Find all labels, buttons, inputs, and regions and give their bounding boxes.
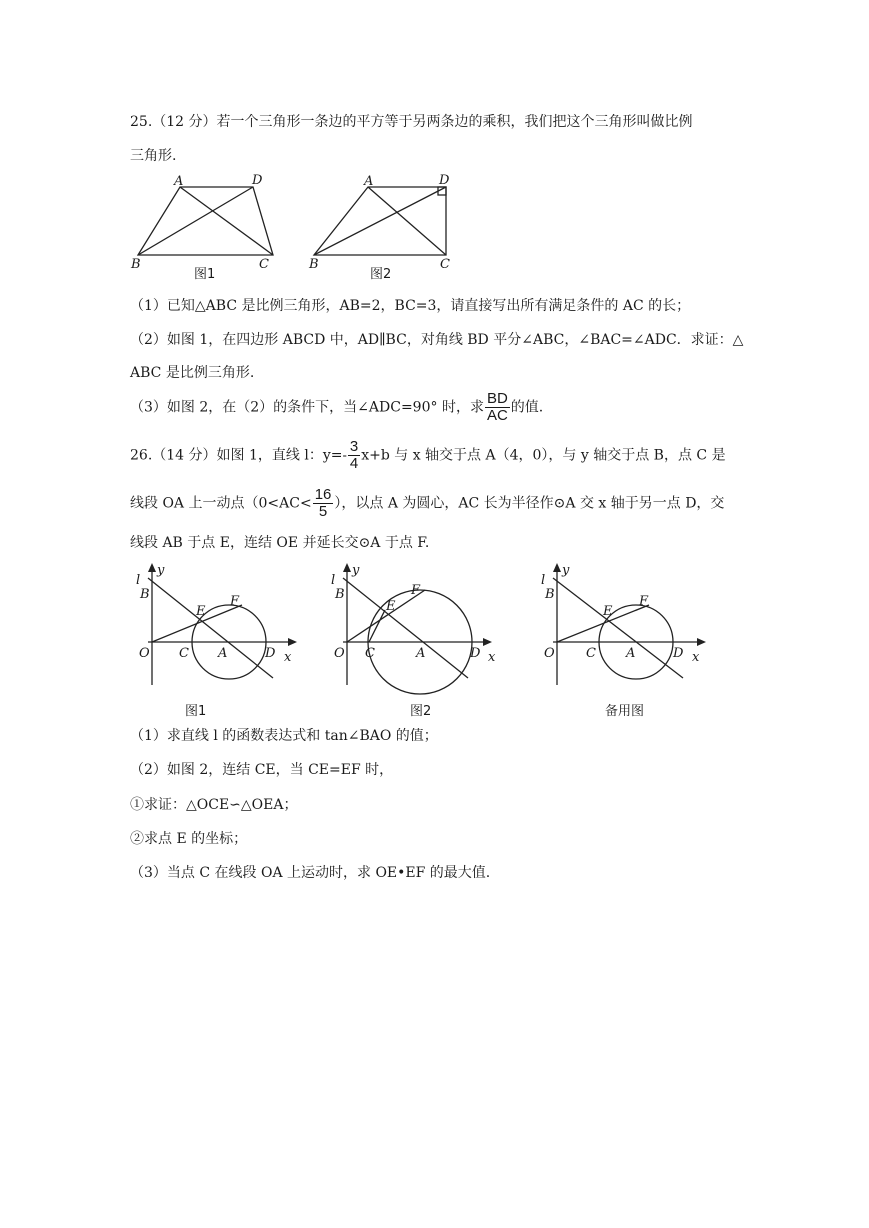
q26-figure-1 [130,560,305,720]
q25-part2-a: （2）如图 1，在四边形 ABCD 中，AD∥BC，对角线 BD 平分∠ABC，∠BAC=∠ADC．求证：△ [130,332,744,348]
q26-part2-i: ①求证：△OCE∽△OEA； [130,797,298,813]
caption-fig1: 图1 [185,704,207,719]
label-d: D [439,173,450,188]
q26-line1-post: x+b 与 x 轴交于点 A（4，0），与 y 轴交于点 B，点 C 是 [361,447,726,464]
y-arrow [343,563,351,572]
label-c: C [179,646,189,661]
label-e: E [196,604,206,619]
caption-fig2: 图2 [410,704,432,719]
fraction-num: 16 [314,486,332,503]
fraction-3-4 [348,439,360,472]
q26-line2-post: ），以点 A 为圆心，AC 长为半径作⊙A 交 x 轴于另一点 D，交 [334,495,725,512]
label-b: B [131,257,141,272]
q25-part3 [130,391,543,424]
line-l [553,578,683,678]
label-f: F [639,594,649,609]
diag-bd-1 [138,187,253,255]
q26-line1 [130,439,726,472]
fraction-bd-ac [485,391,510,424]
label-a: A [626,646,636,661]
label-c: C [586,646,596,661]
fraction-num: BD [486,390,508,407]
line-l [148,578,273,678]
q25-figure-1 [128,170,288,285]
label-d: D [673,646,684,661]
label-y: y [157,563,165,578]
caption-fig2: 图2 [370,267,392,282]
q25-part3-pre: （3）如图 2，在（2）的条件下，当∠ADC=90° 时，求 [130,399,484,416]
label-l: l [136,573,141,588]
q26-line3: 线段 AB 于点 E，连结 OE 并延长交⊙A 于点 F. [130,535,430,551]
y-arrow [148,563,156,572]
caption-fig1: 图1 [194,267,216,282]
y-arrow [553,563,561,572]
label-y: y [352,563,360,578]
q26-line2-pre: 线段 OA 上一动点（0<AC< [130,495,312,512]
label-f: F [230,594,240,609]
minus-sign: - [342,448,347,464]
label-x: x [284,650,292,665]
label-c: C [365,646,375,661]
label-a: A [364,174,374,189]
label-o: O [139,646,150,661]
label-a: A [174,174,184,189]
label-l: l [541,573,546,588]
q25-part1: （1）已知△ABC 是比例三角形，AB=2，BC=3，请直接写出所有满足条件的 AC 的长； [130,298,691,314]
q26-figure-3 [535,560,720,720]
x-arrow [697,638,706,646]
label-a: A [218,646,228,661]
label-o: O [334,646,345,661]
label-l: l [331,573,336,588]
q25-line2: 三角形. [130,148,177,164]
fraction-16-5 [313,487,334,520]
label-y: y [562,563,570,578]
label-x: x [692,650,700,665]
line-l [343,578,468,678]
q25-part2-b: ABC 是比例三角形. [130,365,255,381]
label-b: B [140,587,150,602]
q25-figure-2 [306,170,466,285]
label-d: D [470,646,481,661]
fraction-den: 4 [349,455,359,472]
label-b: B [309,257,319,272]
label-d: D [265,646,276,661]
label-e: E [603,604,613,619]
q26-part3: （3）当点 C 在线段 OA 上运动时，求 OE•EF 的最大值. [130,865,491,881]
quad-abcd-1 [138,187,273,255]
q26-part1: （1）求直线 l 的函数表达式和 tan∠BAO 的值； [130,728,438,744]
q26-part2-ii: ②求点 E 的坐标； [130,831,248,847]
x-arrow [288,638,297,646]
caption-fig3: 备用图 [605,704,645,719]
q26-part2: （2）如图 2，连结 CE，当 CE=EF 时， [130,762,394,778]
q26-line1-pre: 26.（14 分）如图 1，直线 l：y= [130,447,343,464]
label-a: A [416,646,426,661]
label-c: C [259,257,269,272]
label-x: x [488,650,496,665]
label-c: C [440,257,450,272]
q26-line2 [130,487,724,520]
q25-part3-post: 的值. [510,399,544,416]
label-d: D [252,173,263,188]
q25-line1: 25.（12 分）若一个三角形一条边的平方等于另两条边的乘积，我们把这个三角形叫做比例 [130,114,693,130]
label-e: E [386,599,396,614]
label-o: O [544,646,555,661]
diag-ac-1 [180,187,273,255]
label-b: B [545,587,555,602]
label-f: F [411,583,421,598]
q26-figure-2 [325,560,500,720]
label-b: B [335,587,345,602]
fraction-den: AC [486,407,508,424]
fraction-den: 5 [318,503,328,520]
fraction-num: 3 [349,438,359,455]
x-arrow [483,638,492,646]
